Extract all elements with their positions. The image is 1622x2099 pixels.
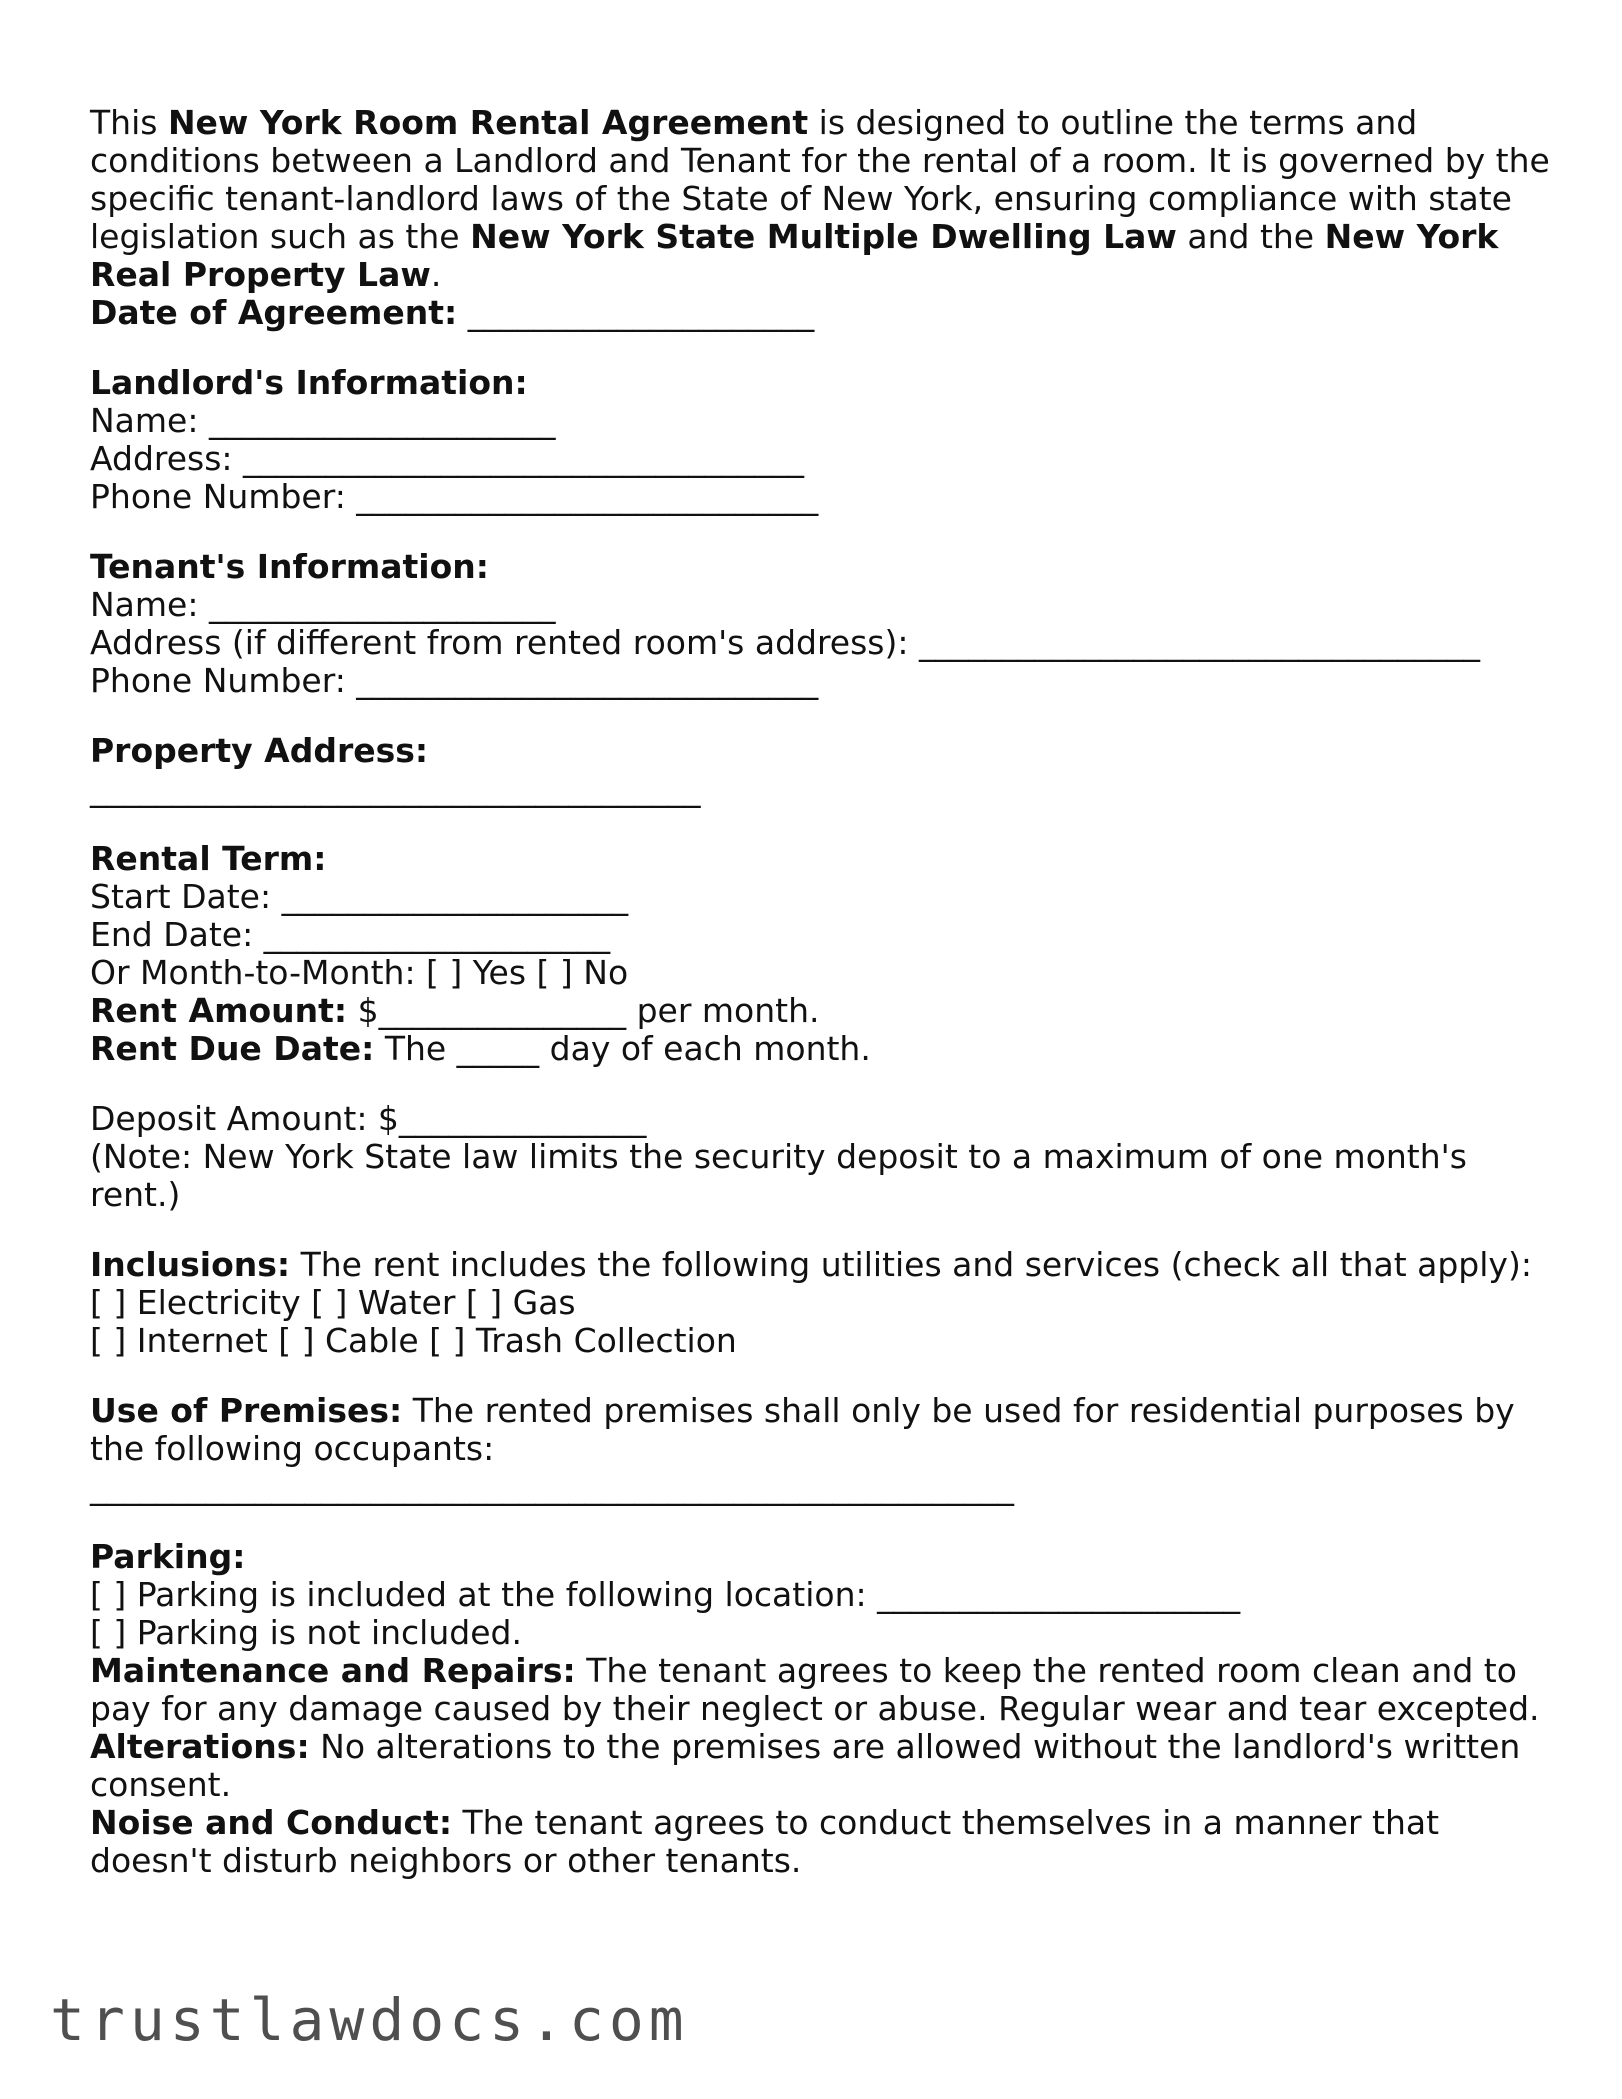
maintenance-label: Maintenance and Repairs: xyxy=(90,1651,576,1690)
landlord-phone-field[interactable]: Phone Number: ____________________________ xyxy=(90,477,819,516)
noise-text: The tenant agrees to conduct themselves in a manner that doesn't disturb neighbors or other tenants. xyxy=(90,1803,1440,1880)
month-to-month-options[interactable]: Or Month-to-Month: [ ] Yes [ ] No xyxy=(90,953,629,992)
rental-term-section xyxy=(90,840,1560,992)
intro-text-1: This xyxy=(90,103,168,142)
landlord-heading: Landlord's Information: xyxy=(90,363,528,402)
property-address-field[interactable]: _____________________________________ xyxy=(90,769,701,808)
intro-bold-property-law: New York Real Property Law xyxy=(90,217,1499,294)
inclusions-checkboxes-2[interactable]: [ ] Internet [ ] Cable [ ] Trash Collection xyxy=(90,1321,737,1360)
tenant-phone-field[interactable]: Phone Number: ____________________________ xyxy=(90,661,819,700)
tenant-address-field[interactable]: Address (if different from rented room's address): __________________________________ xyxy=(90,623,1480,662)
date-of-agreement-field[interactable]: _____________________ xyxy=(457,293,815,332)
rental-term-heading: Rental Term: xyxy=(90,839,327,878)
deposit-section xyxy=(90,1100,1560,1214)
noise-label: Noise and Conduct: xyxy=(90,1803,453,1842)
parking-section xyxy=(90,1538,1560,1652)
tenant-section xyxy=(90,548,1560,700)
use-of-premises-text: The rented premises shall only be used for residential purposes by the following occupants: xyxy=(90,1391,1515,1468)
deposit-amount-field[interactable]: Deposit Amount: $_______________ xyxy=(90,1099,647,1138)
date-of-agreement xyxy=(90,294,1560,332)
use-of-premises-section xyxy=(90,1392,1560,1506)
intro-text-2: is designed to outline the terms and conditions between a Landlord and Tenant for the rental of a room. It is governed by the specific tenant-landlord laws of the State of New York, ensuring compliance with state legislation such as the xyxy=(90,103,1550,256)
intro-paragraph xyxy=(90,104,1560,294)
tenant-heading: Tenant's Information: xyxy=(90,547,489,586)
occupants-field[interactable]: ________________________________________________________ xyxy=(90,1467,1014,1506)
landlord-address-field[interactable]: Address: __________________________________ xyxy=(90,439,805,478)
inclusions-checkboxes-1[interactable]: [ ] Electricity [ ] Water [ ] Gas xyxy=(90,1283,576,1322)
noise-paragraph xyxy=(90,1804,1560,1880)
tenant-name-field[interactable]: Name: _____________________ xyxy=(90,585,556,624)
landlord-name-field[interactable]: Name: _____________________ xyxy=(90,401,556,440)
property-section xyxy=(90,732,1560,808)
inclusions-text: The rent includes the following utilities and services (check all that apply): xyxy=(290,1245,1532,1284)
use-of-premises-label: Use of Premises: xyxy=(90,1391,403,1430)
intro-text-4: . xyxy=(430,255,442,294)
deposit-note: (Note: New York State law limits the security deposit to a maximum of one month's rent.) xyxy=(90,1137,1467,1214)
end-date-field[interactable]: End Date: _____________________ xyxy=(90,915,611,954)
inclusions-section xyxy=(90,1246,1560,1360)
alterations-paragraph xyxy=(90,1728,1560,1804)
maintenance-text: The tenant agrees to keep the rented room clean and to pay for any damage caused by their neglect or abuse. Regular wear and tear excepted. xyxy=(90,1651,1540,1728)
inclusions-label: Inclusions: xyxy=(90,1245,291,1284)
intro-bold-dwelling-law: New York State Multiple Dwelling Law xyxy=(470,217,1177,256)
document-body xyxy=(90,104,1560,1880)
intro-bold-agreement: New York Room Rental Agreement xyxy=(167,103,809,142)
rent-amount xyxy=(90,992,1560,1030)
intro-text-3: and the xyxy=(1176,217,1325,256)
parking-included-option[interactable]: [ ] Parking is included at the following location: ______________________ xyxy=(90,1575,1241,1614)
parking-not-included-option[interactable]: [ ] Parking is not included. xyxy=(90,1613,522,1652)
rent-amount-field[interactable]: $_______________ per month. xyxy=(347,991,820,1030)
parking-heading: Parking: xyxy=(90,1537,246,1576)
rent-amount-label: Rent Amount: xyxy=(90,991,348,1030)
landlord-section xyxy=(90,364,1560,516)
alterations-label: Alterations: xyxy=(90,1727,310,1766)
start-date-field[interactable]: Start Date: _____________________ xyxy=(90,877,629,916)
alterations-text: No alterations to the premises are allowed without the landlord's written consent. xyxy=(90,1727,1521,1804)
rent-due-date xyxy=(90,1030,1560,1068)
rent-due-label: Rent Due Date: xyxy=(90,1029,375,1068)
maintenance-paragraph xyxy=(90,1652,1560,1728)
watermark: trustlawdocs.com xyxy=(50,1986,689,2054)
property-heading: Property Address: xyxy=(90,731,429,770)
rent-due-field[interactable]: The _____ day of each month. xyxy=(374,1029,871,1068)
date-of-agreement-label: Date of Agreement: xyxy=(90,293,458,332)
